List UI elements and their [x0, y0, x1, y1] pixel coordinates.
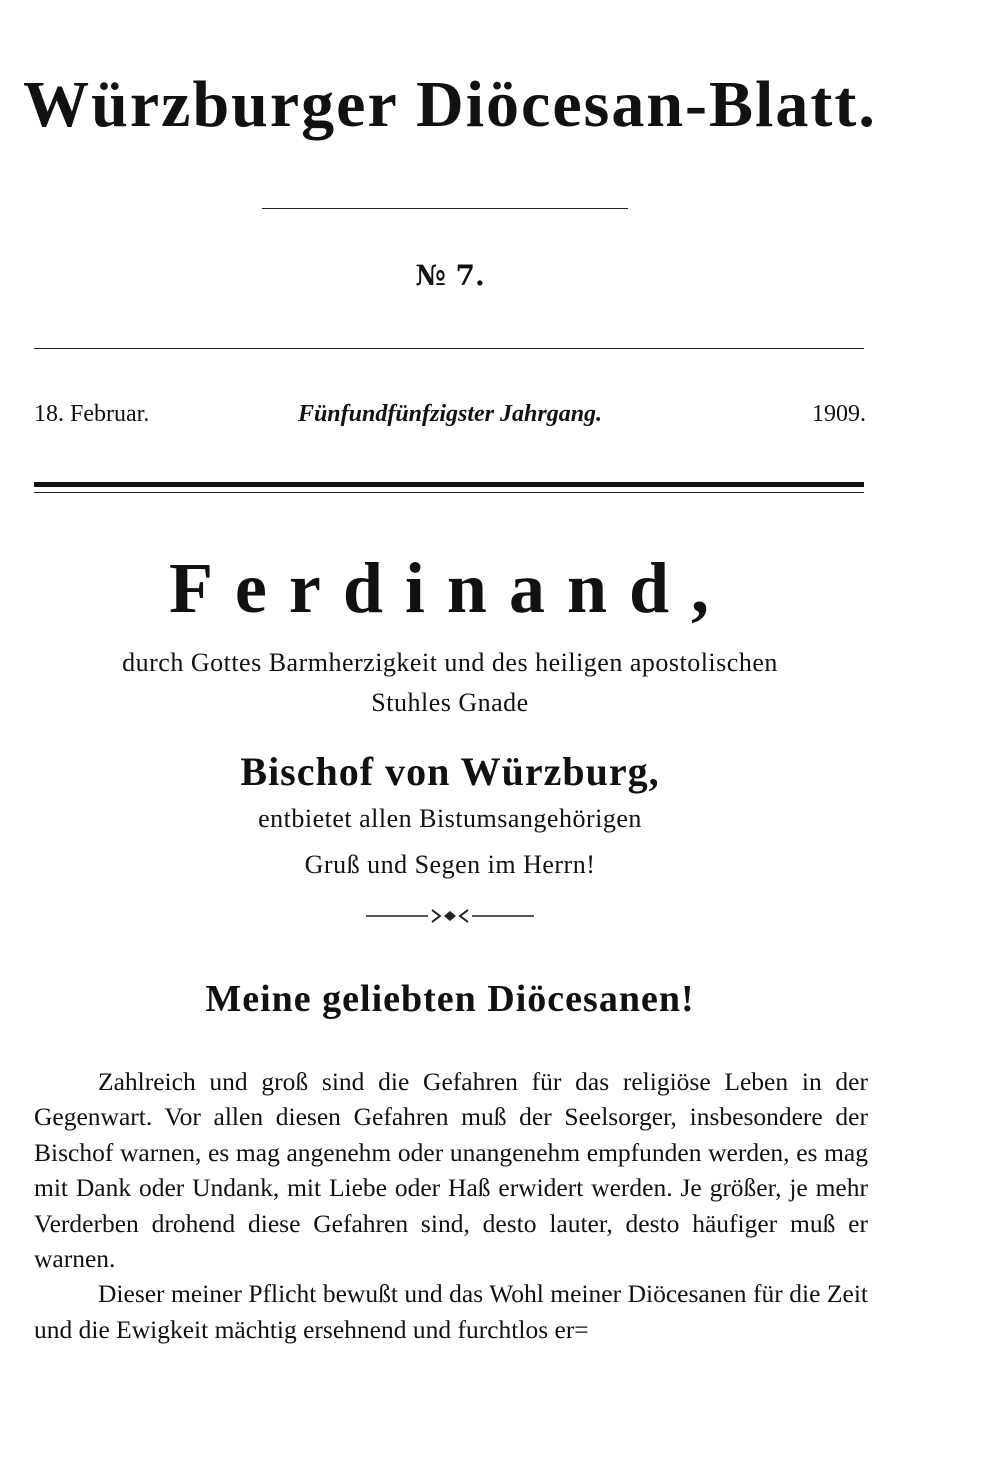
paragraph: Zahlreich und groß sind die Gefahren für das religiöse Leben in der Gegenwart. Vor allen diesen Gefahren muß der Seelsorger, insbesondere der Bischof warnen, es mag angenehm oder unangenehm empfunden werden, es mag mit Dank oder Undank, mit Liebe oder Haß erwidert werden. Je größer, je mehr Verderben drohend diese Gefahren sind, desto lauter, desto häufiger muß er warnen. — [34, 1067, 868, 1274]
double-rule-thick — [34, 482, 864, 487]
grace-line-2: Stuhles Gnade — [371, 688, 529, 717]
volume-label: Fünfundfünfzigster Jahrgang. — [297, 401, 603, 427]
greeting-line-1: entbietet allen Bistumsangehörigen — [258, 804, 642, 833]
masthead-title: Würzburger Diöcesan-Blatt. — [23, 68, 877, 141]
salutation: Meine geliebten Diöcesanen! — [205, 978, 695, 1020]
grace-line-1: durch Gottes Barmherzigkeit und des heiligen apostolischen — [122, 648, 778, 677]
issue-date: 18. Februar. — [34, 401, 150, 427]
bishop-title: Bischof von Würzburg, — [240, 749, 660, 794]
issuer-name: Ferdinand, — [168, 548, 732, 628]
issue-number: № 7. — [415, 259, 485, 292]
issue-year: 1909. — [812, 401, 866, 427]
divider-line — [34, 348, 864, 349]
divider-short — [262, 208, 628, 209]
paragraph: Dieser meiner Pflicht bewußt und das Wohl meiner Diöcesanen für die Zeit und die Ewigkeit mächtig ersehnend und furchtlos er= — [34, 1279, 868, 1344]
double-rule-thin — [34, 492, 864, 493]
ornament-divider — [366, 906, 534, 926]
letter-body — [34, 1064, 868, 1347]
greeting-line-2: Gruß und Segen im Herrn! — [304, 850, 596, 879]
